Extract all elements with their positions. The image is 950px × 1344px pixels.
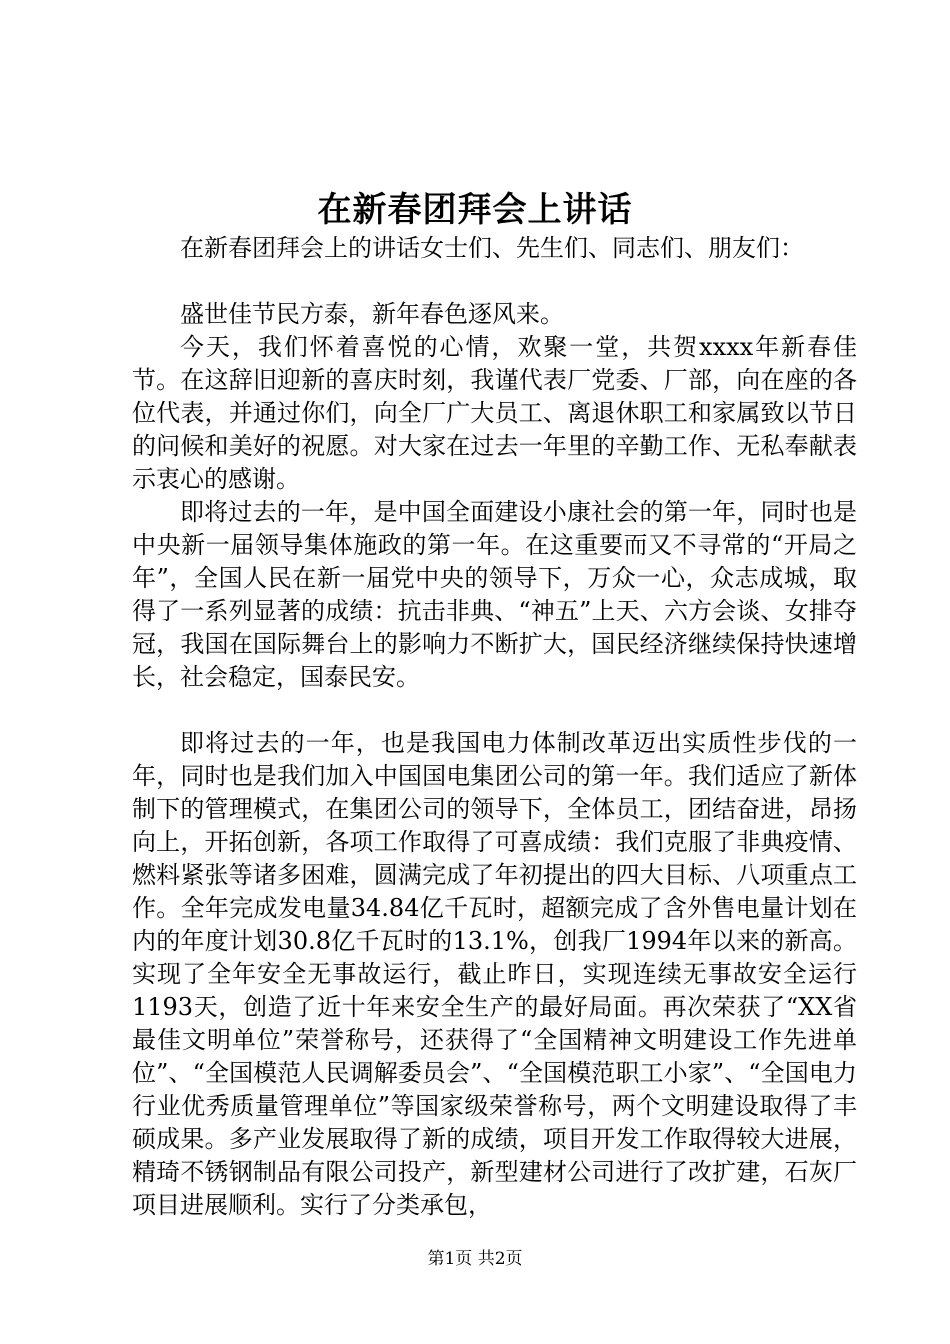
body-paragraph: 即将过去的一年，也是我国电力体制改革迈出实质性步伐的一年，同时也是我们加入中国国电集团公司的第一年。我们适应了新体制下的管理模式，在集团公司的领导下，全体员工，团结奋进，昂扬向上，开拓创新，各项工作取得了可喜成绩：我们克服了非典疫情、燃料紧张等诸多困难，圆满完成了年初提出的四大目标、八项重点工作。全年完成发电量34.84亿千瓦时，超额完成了含外售电量计划在内的年度计划30.8亿千瓦时的13.1%，创我厂1994年以来的新高。实现了全年安全无事故运行，截止昨日，实现连续无事故安全运行1193天，创造了近十年来安全生产的最好局面。再次荣获了“XX省最佳文明单位”荣誉称号，还获得了“全国精神文明建设工作先进单位”、“全国模范人民调解委员会”、“全国模范职工小家”、“全国电力行业优秀质量管理单位”等国家级荣誉称号，两个文明建设取得了丰硕成果。多产业发展取得了新的成绩，项目开发工作取得较大进展，精琦不锈钢制品有限公司投产，新型建材公司进行了改扩建，石灰厂项目进展顺利。实行了分类承包，	[132, 729, 857, 1219]
body-paragraph: 即将过去的一年，是中国全面建设小康社会的第一年，同时也是中央新一届领导集体施政的第一年。在这重要而又不寻常的“开局之年”，全国人民在新一届党中央的领导下，万众一心，众志成城，取得了一系列显著的成绩：抗击非典、“神五”上天、六方会谈、女排夺冠，我国在国际舞台上的影响力不断扩大，国民经济继续保持快速增长，社会稳定，国泰民安。	[132, 498, 857, 691]
page-footer: 第1页 共2页	[427, 1249, 523, 1269]
body-paragraph: 盛世佳节民方泰，新年春色逐风来。	[180, 300, 564, 328]
document-title: 在新春团拜会上讲话	[317, 190, 633, 230]
body-paragraph: 今天，我们怀着喜悦的心情，欢聚一堂，共贺xxxx年新春佳节。在这辞旧迎新的喜庆时刻，我谨代表厂党委、厂部，向在座的各位代表，并通过你们，向全厂广大员工、离退休职工和家属致以节日的问候和美好的祝愿。对大家在过去一年里的辛勤工作、无私奉献表示衷心的感谢。	[132, 333, 857, 493]
document-body	[132, 232, 857, 1222]
greeting-paragraph: 在新春团拜会上的讲话女士们、先生们、同志们、朋友们：	[180, 234, 804, 262]
